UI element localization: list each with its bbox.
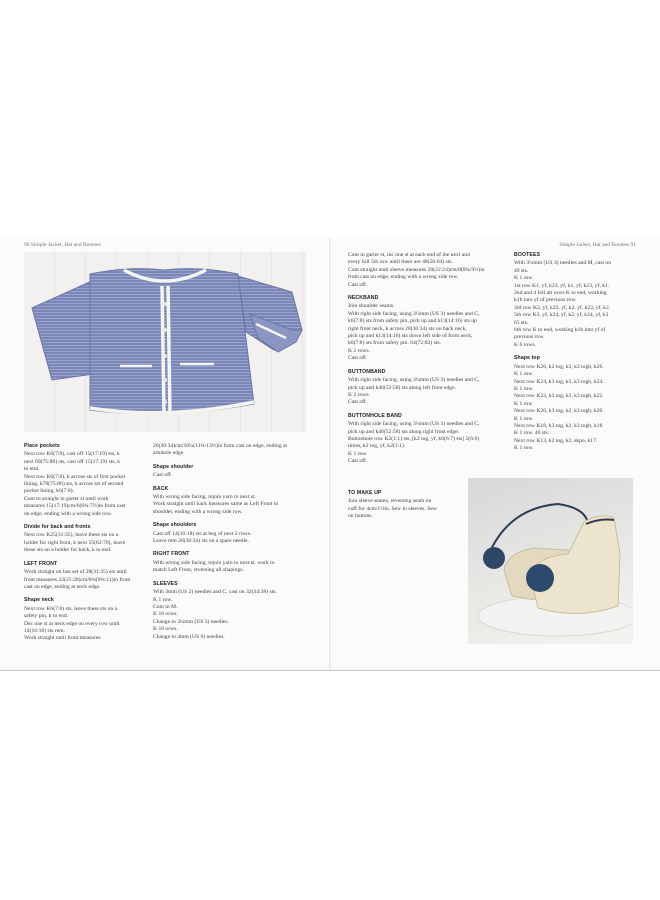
text-line: Next row K22, k3 tog, k3, k3 togb, k22. [514,393,604,400]
section-heading: TO MAKE UP [348,490,382,496]
text-line: holder for right front, k next 55(62:70), leave [24,539,126,546]
text-line: K 1 row. [348,450,368,457]
text-line: Cast off. [348,281,368,288]
text-line: K 1 row. [514,371,534,378]
text-line: 6th row K to end, working k1b into yf of [514,327,606,334]
text-line: K 1 row. [514,445,534,452]
text-line: Next row K26, k2 tog, k3, k3 togb, k26. [514,363,604,370]
text-line: to end. [24,466,40,473]
section-body [153,443,293,458]
text-line: safety pin, k to end. [24,613,69,620]
text-line: Next row K25(31:35), leave these sts on a [24,532,119,539]
text-line: cast on edge, ending at neck edge. [24,583,101,590]
text-line: measures 15(17:19)cm/6(6¾:7½)in from cast [24,503,126,510]
text-line: 2nd and 4 foll alt rows K to end, working [514,290,607,297]
text-line: K 1 row. [514,385,534,392]
text-line: Cast off. [348,399,368,406]
booties-photo [468,478,633,644]
text-line: Cont in M. [153,603,178,610]
text-line: Cast off. [348,355,368,362]
text-line: Next row K18, k3 tog, k2, k3 togb, k18. [514,422,604,429]
text-line: K 1 row. [153,596,173,603]
section-body [24,532,152,554]
section-body [24,606,152,643]
text-line: 1st row K1, yf, k23, yf, k1, yf, k23, yf, k1. [514,282,610,289]
text-line: previous row. [514,334,545,341]
make-up-column [348,490,460,521]
text-line: 3rd row K2, yf, k23, yf, k2, yf, k23, yf, k2. [514,304,611,311]
section-heading: Shape top [514,355,540,362]
text-line: k6(7:8) sts from safety pin, pick up and k13(14:16) sts up [348,318,477,325]
section-heading: BACK [153,485,169,492]
text-line: Cont to straight in garter st until work [24,495,109,502]
text-line: pick up and k46(52:58) sts along right front edge. [348,428,460,435]
section-body [348,303,503,362]
text-line: Cast off 14(16:18) sts at beg of next 2 rows. [153,530,252,537]
left-page-column-2 [153,443,293,641]
text-line: Cont in garter st, inc one st at each end of the next and [348,252,470,258]
section-heading: BUTTONBAND [348,368,386,375]
text-line: Next row K24, k3 tog, k3, k3 togb, k24. [514,378,604,385]
jacket-illustration [24,252,306,432]
text-line: k1b into yf of previous row. [514,297,577,304]
text-line: every foll 5th row until there are 48(56:64) sts. [348,259,453,266]
section-body [348,498,460,520]
text-line: With 3¼mm (US 3) needles and M, cast on [514,260,612,267]
text-line: pocket lining, k6(7:8). [24,488,75,495]
text-line: Work straight until back measures same as Left Front to [153,501,279,508]
text-line: on edge, ending with a wrong side row. [24,510,113,517]
text-line: 14(16:18) sts rem. [24,627,65,634]
section-heading: RIGHT FRONT [153,551,190,558]
left-page-folio: 90 Simple Jacket, Hat and Bootees [24,242,101,248]
section-body [348,252,503,289]
booties-illustration [468,478,633,644]
text-line: K 1 row. [514,275,534,282]
text-line: With wrong side facing, rejoin yarn to next st. work to [153,559,275,566]
text-line: With 3mm (US 2) needles and C, cast on 32(34:38) sts. [153,589,277,596]
text-line: 49 sts. [514,267,529,274]
section-body [153,472,293,479]
section-body [153,494,293,516]
text-line: Work straight on last set of 28(31:35) sts until [24,569,127,576]
text-line: K 16 rows. [153,611,178,618]
text-line: With wrong side facing, rejoin yarn to next st. [153,494,256,501]
text-line: Cast off. [348,458,368,465]
text-line: Buttonhole row K2(1:1) sts, [k2 tog, yf, k6(6:7) sts] 5(6:6) [348,435,480,442]
text-line: pick up and k46(52:58) sts along left front edge. [348,384,456,391]
text-line: match Left Front, reversing all shapings. [153,567,244,574]
text-line: K 1 row. 40 sts. [514,430,550,437]
section-body [153,589,293,641]
section-body [514,364,642,453]
text-line: Dec one st at neck edge on every row until [24,620,120,627]
text-line: pick up and k13(14:16) sts down left side of front neck, [348,333,473,340]
text-line: K 2 rows. [348,391,370,398]
text-line: lining, k70(75:86) sts, k across sts of second [24,481,124,488]
left-page-column-1 [24,443,152,643]
text-line: k6(7:8) sts from safety pin. 64(72:82) sts. [348,340,441,347]
section-heading: Shape shoulders [153,522,197,529]
section-heading: LEFT FRONT [24,560,58,567]
section-heading: Shape shoulder [153,463,194,470]
right-page-column-1 [348,252,503,466]
section-body [153,531,293,546]
section-heading: BUTTONHOLE BAND [348,412,402,419]
text-line: front measures 22(25:28)cm/8¾(9¾:11)in from [24,576,131,583]
text-line: K 2 rows. [348,347,370,354]
section-heading: NECKBAND [348,295,379,302]
text-line: cuff for 4cm/1½in. Sew in sleeves. Sew [348,505,437,512]
text-line: Next row K6(7:8) sts, leave these sts on a [24,605,118,612]
text-line: Change to 4mm (US 6) needles. [153,633,225,640]
text-line: With right side facing, using 3¼mm (US 3) needles and C, [348,310,480,317]
section-heading: Shape neck [24,597,54,604]
jacket-photo [24,252,306,432]
section-body [348,377,503,407]
text-line: 26(30:34)cm/10¼(11¾:13½)in from cast on edge, ending at [153,443,288,449]
section-heading: Place pockets [24,443,60,449]
section-body [24,451,152,518]
text-line: times, k2 tog, yf, k2(1:1). [348,443,406,450]
text-line: these sts on a holder for back, k to end. [24,547,112,554]
text-line: Next row K6(7:8), k across sts of first pocket [24,473,126,480]
text-line: Cont straight until sleeve measures 20(22:24)cm/8(8¾:9½)in [348,266,485,273]
book-gutter [329,238,331,670]
text-line: from cast on edge, ending with a wrong side row. [348,274,459,281]
text-line: Next row K6(7:8), cast off 15(17:19) sts, k [24,451,120,458]
text-line: 65 sts. [514,319,529,326]
text-line: on buttons. [348,513,373,520]
text-line: Cast off. [153,472,173,479]
text-line: K 1 row. [514,400,534,407]
text-line: K 16 rows. [153,626,178,633]
section-body [153,560,293,575]
text-line: shoulder, ending with a wrong side row. [153,508,243,515]
text-line: 5th row K3, yf, k24, yf, k2, yf, k24, yf, k3 [514,312,609,319]
text-line: With right side facing, using 3¼mm (US 3) needles and C, [348,421,480,428]
text-line: Leave rem 28(30:34) sts on a spare needle. [153,538,249,545]
text-line: K 6 rows. [514,341,536,348]
section-body [348,421,503,465]
text-line: K 1 row. [514,415,534,422]
text-line: Next row K13, k2 tog, k2, skpo, k17. [514,437,598,444]
text-line: armhole edge. [153,450,185,457]
text-line: Change to 3¼mm (US 3) needles. [153,618,229,625]
section-heading: Divide for back and fronts [24,524,91,531]
section-heading: SLEEVES [153,580,178,587]
section-heading: BOOTEES [514,252,541,258]
right-page-column-2 [514,252,642,453]
text-line: Next row K20, k3 tog, k2, k3 togb, k20. [514,408,604,415]
section-body [514,260,642,349]
text-line: next 69(75:88) sts, cast off 15(17:19) sts, k [24,458,121,465]
text-line: Join sleeve seams, reversing seam on [348,498,432,505]
right-page-folio: Simple Jacket, Hat and Bootees 91 [559,242,636,248]
text-line: right front neck, k across 28(30:34) sts on back neck, [348,325,467,332]
section-body [24,569,152,591]
text-line: Join shoulder seams. [348,303,395,310]
text-line: Work straight until front measures [24,635,101,642]
text-line: With right side facing, using 3¼mm (US 3) needles and C, [348,377,480,384]
